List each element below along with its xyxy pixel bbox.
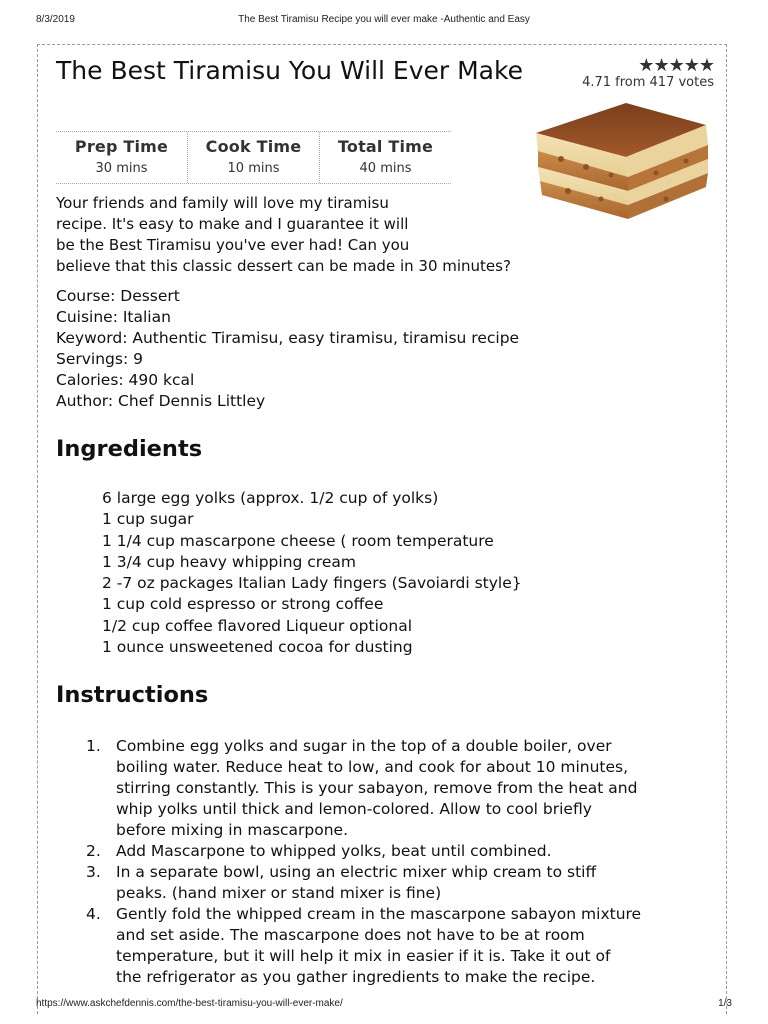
step-line: In a separate bowl, using an electric mixer whip cream to stiff [116, 863, 597, 881]
ingredient-item: 2 -7 oz packages Italian Lady fingers (Savoiardi style} [102, 574, 522, 593]
ingredients-heading: Ingredients [56, 436, 203, 462]
ingredient-item: 1/2 cup coffee flavored Liqueur optional [102, 616, 412, 635]
recipe-meta [56, 286, 519, 412]
ingredient-item: 1 cup sugar [102, 510, 194, 529]
rating-summary: 4.71 from 417 votes [582, 75, 714, 90]
summary-line: Your friends and family will love my tiramisu [56, 194, 389, 212]
print-footer [36, 998, 732, 1012]
recipe-rating[interactable] [582, 57, 714, 91]
step-line: Add Mascarpone to whipped yolks, beat until combined. [116, 842, 552, 860]
cook-time-value: 10 mins [227, 161, 280, 176]
summary-line: be the Best Tiramisu you've ever had! Can you [56, 236, 410, 254]
total-time-value: 40 mins [359, 161, 412, 176]
step-line: Combine egg yolks and sugar in the top of a double boiler, over [116, 737, 612, 755]
step-line: temperature, but it will help it mix in easier if it is. Take it out of [116, 947, 611, 965]
star-rating-icon[interactable] [582, 57, 714, 75]
recipe-times [56, 131, 451, 184]
summary-line: believe that this classic dessert can be made in 30 minutes? [56, 257, 511, 275]
ingredient-item: 1 3/4 cup heavy whipping cream [102, 552, 356, 571]
instruction-step [86, 736, 726, 841]
step-number: 3. [86, 863, 101, 881]
total-time-label: Total Time [337, 137, 434, 156]
cook-time-label: Cook Time [205, 137, 302, 156]
ingredient-item: 1 ounce unsweetened cocoa for dusting [102, 638, 413, 657]
meta-cuisine: Cuisine: Italian [56, 308, 171, 326]
step-number: 4. [86, 905, 101, 923]
cook-time [187, 132, 319, 183]
instructions-list [86, 736, 726, 988]
instructions-heading: Instructions [56, 682, 209, 708]
step-line: peaks. (hand mixer or stand mixer is fine) [116, 884, 442, 902]
step-line: stirring constantly. This is your sabayon, remove from the heat and [116, 779, 638, 797]
total-time [319, 132, 451, 183]
ingredient-item: 1 1/4 cup mascarpone cheese ( room temperature [102, 531, 494, 550]
step-line: whip yolks until thick and lemon-colored. Allow to cool briefly [116, 800, 592, 818]
step-line: and set aside. The mascarpone does not have to be at room [116, 926, 585, 944]
step-line: boiling water. Reduce heat to low, and cook for about 10 minutes, [116, 758, 629, 776]
step-line: Gently fold the whipped cream in the mascarpone sabayon mixture [116, 905, 642, 923]
star-icon[interactable]: ★ [683, 55, 699, 76]
instruction-step [86, 904, 726, 988]
star-icon[interactable]: ★ [638, 55, 654, 76]
prep-time-label: Prep Time [74, 137, 169, 156]
step-number: 2. [86, 842, 101, 860]
print-url[interactable]: https://www.askchefdennis.com/the-best-tiramisu-you-will-ever-make/ [36, 998, 343, 1009]
meta-keyword: Keyword: Authentic Tiramisu, easy tiramisu, tiramisu recipe [56, 329, 520, 347]
print-page-title: The Best Tiramisu Recipe you will ever make -Authentic and Easy [238, 14, 530, 25]
print-date: 8/3/2019 [36, 14, 75, 25]
print-header [36, 14, 732, 28]
recipe-title: The Best Tiramisu You Will Ever Make [56, 56, 523, 85]
step-line: before mixing in mascarpone. [116, 821, 349, 839]
ingredient-item: 1 cup cold espresso or strong coffee [102, 595, 384, 614]
meta-course: Course: Dessert [56, 287, 180, 305]
step-number: 1. [86, 737, 101, 755]
star-icon[interactable]: ★ [698, 55, 714, 76]
ingredient-item: 6 large egg yolks (approx. 1/2 cup of yolks) [102, 489, 439, 507]
meta-author: Author: Chef Dennis Littley [56, 392, 266, 410]
summary-line: recipe. It's easy to make and I guarantee it will [56, 215, 409, 233]
instruction-step [86, 862, 726, 904]
meta-calories: Calories: 490 kcal [56, 371, 195, 389]
prep-time [56, 132, 187, 183]
page-number: 1/3 [718, 998, 732, 1009]
prep-time-value: 30 mins [95, 161, 148, 176]
recipe-summary [56, 193, 656, 277]
star-icon[interactable]: ★ [653, 55, 669, 76]
recipe-card [37, 44, 727, 1014]
instruction-step [86, 841, 726, 862]
meta-servings: Servings: 9 [56, 350, 143, 368]
ingredients-list [102, 488, 522, 658]
star-icon[interactable]: ★ [668, 55, 684, 76]
step-line: the refrigerator as you gather ingredients to make the recipe. [116, 968, 596, 986]
